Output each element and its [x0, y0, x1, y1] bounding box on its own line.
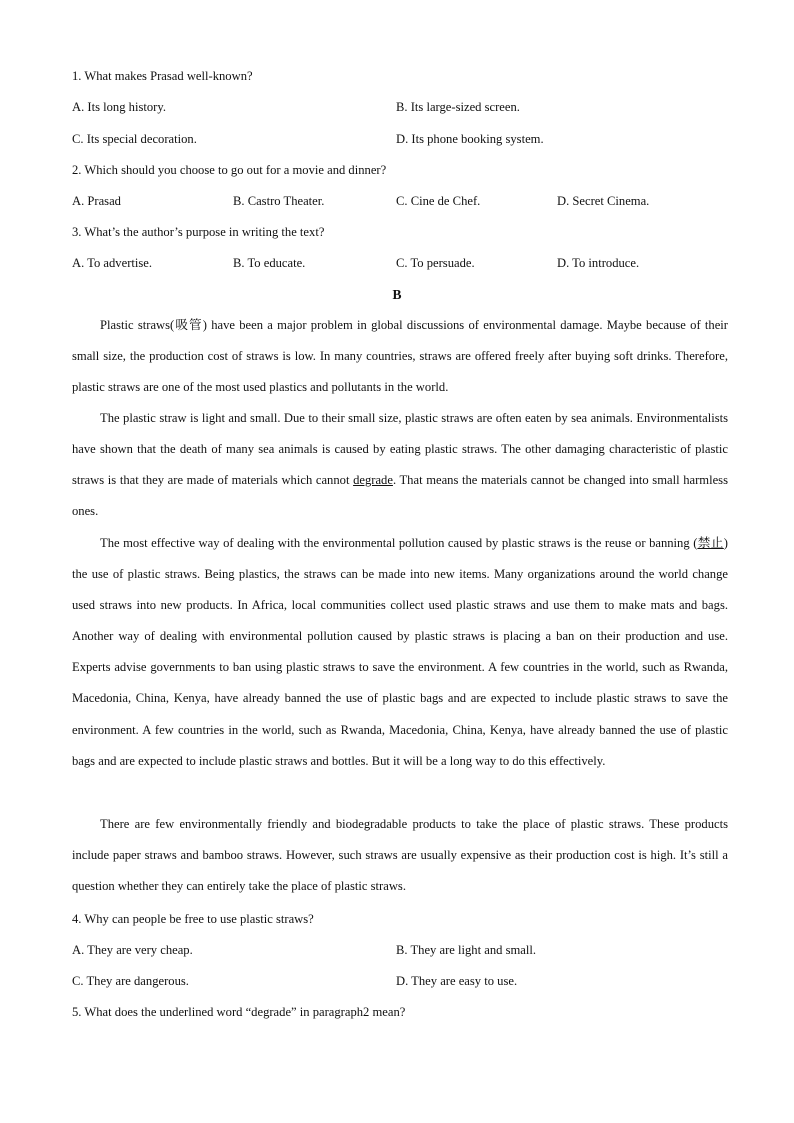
question-2-stem: 2. Which should you choose to go out for a movie and dinner?: [72, 163, 387, 177]
question-2-option-b: B. Castro Theater.: [233, 194, 325, 208]
underlined-word-ban: 禁止: [697, 536, 724, 550]
question-2-option-a: A. Prasad: [72, 194, 121, 208]
question-2-option-d: D. Secret Cinema.: [557, 194, 650, 208]
section-b-heading: B: [392, 287, 402, 302]
question-3-option-a: A. To advertise.: [72, 256, 153, 270]
question-1-stem: 1. What makes Prasad well-known?: [72, 69, 253, 83]
question-1-option-a: A. Its long history.: [72, 100, 166, 114]
question-4-stem: 4. Why can people be free to use plastic straws?: [72, 912, 314, 926]
question-4-option-b: B. They are light and small.: [396, 943, 537, 957]
underlined-word-degrade: degrade: [353, 473, 393, 488]
paragraph-1: Plastic straws(吸管) have been a major problem in global discussions of environmental damage. Maybe because of their small size, the production cost of straws is low. In many countries, straws are offered freely after buying soft drinks. Therefore, plastic straws are one of the most used plastics and pollutants in the world.: [72, 318, 728, 395]
paragraph-2-text-after: . That means the materials cannot be changed into small harmless ones.: [72, 473, 728, 519]
paragraph-3-text-before: The most effective way of dealing with the environmental pollution caused by plastic straws is the reuse or banning (: [100, 536, 698, 550]
paragraph-4: There are few environmentally friendly and biodegradable products to take the place of plastic straws. These products include paper straws and bamboo straws. However, such straws are usually expensive as their production cost is high. It’s still a question whether they can entirely take the place of plastic straws.: [72, 817, 728, 894]
question-3-option-c: C. To persuade.: [396, 256, 475, 270]
question-1-option-d: D. Its phone booking system.: [396, 132, 544, 146]
question-2-option-c: C. Cine de Chef.: [396, 194, 481, 208]
question-1-option-c: C. Its special decoration.: [72, 132, 197, 146]
question-3-stem: 3. What’s the author’s purpose in writing the text?: [72, 225, 325, 239]
question-3-option-d: D. To introduce.: [557, 256, 640, 270]
question-4-option-d: D. They are easy to use.: [396, 974, 518, 988]
question-4-option-c: C. They are dangerous.: [72, 974, 189, 988]
paragraph-2-text-before: The plastic straw is light and small. Due to their small size, plastic straws are often eaten by sea animals. Environmentalists have shown that the death of many sea animals is caused by eating plastic straws. The other damaging characteristic of plastic straws is that they are made of materials which cannot: [72, 411, 728, 488]
paragraph-3: [72, 528, 728, 777]
paragraph-3-text-after: ) the use of plastic straws. Being plastics, the straws can be made into new items. Many organizations around the world change used straws into new products. In Africa, local communities collect used plastic straws and use them to make mats and bags. Another way of dealing with environmental pollution caused by plastic straws is placing a ban on their production and use. Experts advise governments to ban using plastic straws to save the environment. A few countries in the world, such as Rwanda, Macedonia, China, Kenya, have already banned the use of plastic bags and are expected to include plastic straws to save the environment. A few countries in the world, such as Rwanda, Macedonia, China, Kenya, have already banned the use of plastic bags and are expected to include plastic straws and bottles. But it will be a long way to do this effectively.: [72, 536, 728, 768]
question-3-option-b: B. To educate.: [233, 256, 306, 270]
question-5-stem: 5. What does the underlined word “degrade” in paragraph2 mean?: [72, 1005, 406, 1019]
question-1-option-b: B. Its large-sized screen.: [396, 100, 520, 114]
question-4-option-a: A. They are very cheap.: [72, 943, 193, 957]
paragraph-2: [72, 403, 728, 527]
